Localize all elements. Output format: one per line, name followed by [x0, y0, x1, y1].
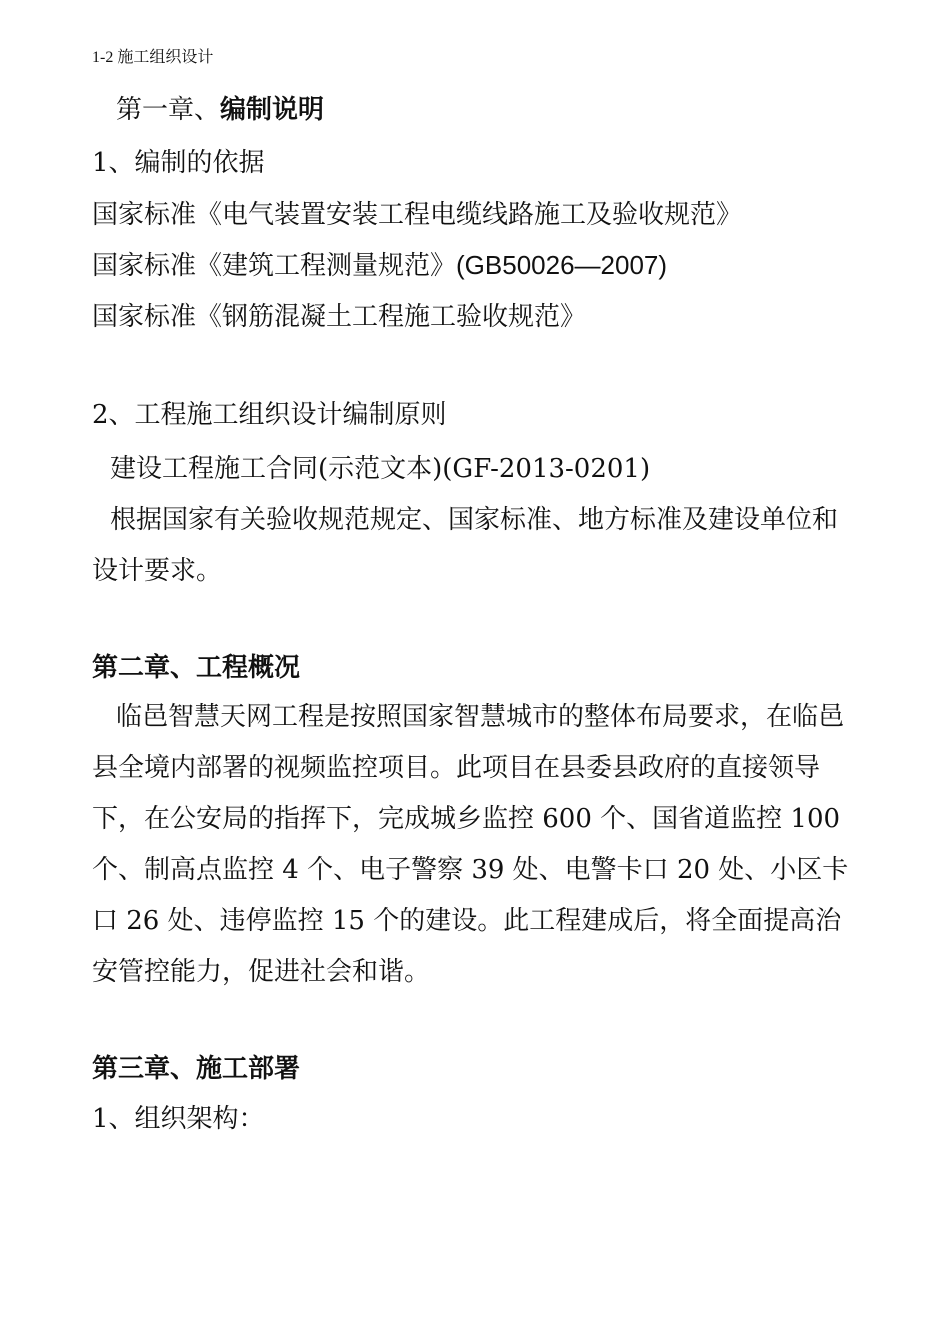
chapter1-title-main: 编制说明	[220, 95, 325, 125]
principle-paragraph: 根据国家有关验收规范规定、国家标准、地方标准及建设单位和设计要求。	[92, 505, 839, 586]
chapter2-title: 第二章、工程概况	[92, 653, 301, 683]
contract-line: 建设工程施工合同(示范文本)(GF-2013-0201)	[110, 454, 651, 484]
chapter1-title-prefix: 第一章、	[116, 95, 221, 125]
standard-item-2-code: (GB50026—2007)	[456, 250, 668, 280]
section2-heading: 2、工程施工组织设计编制原则	[92, 400, 447, 430]
standard-item-3: 国家标准《钢筋混凝土工程施工验收规范》	[92, 302, 587, 332]
project-overview-paragraph: 临邑智慧天网工程是按照国家智慧城市的整体布局要求，在临邑县全境内部署的视频监控项目。此项目在县委县政府的直接领导下，在公安局的指挥下，完成城乡监控 600 个、国省道监控 100 个、制高点监控 4 个、电子警察 39 处、电警卡口 20 处、小区卡口 26 处、违停监控 15 个的建设。此工程建成后，将全面提高治安管控能力，促进社会和谐。	[92, 702, 849, 987]
standard-item-2	[92, 247, 667, 284]
page-header: 1-2 施工组织设计	[92, 49, 214, 66]
standard-item-2-title: 国家标准《建筑工程测量规范》	[92, 251, 457, 281]
chapter3-title: 第三章、施工部署	[92, 1054, 301, 1084]
chapter1-title	[116, 92, 324, 128]
section1-heading: 1、编制的依据	[92, 148, 265, 178]
standard-item-1: 国家标准《电气装置安装工程电缆线路施工及验收规范》	[92, 200, 743, 230]
org-structure-heading: 1、组织架构：	[92, 1104, 265, 1134]
